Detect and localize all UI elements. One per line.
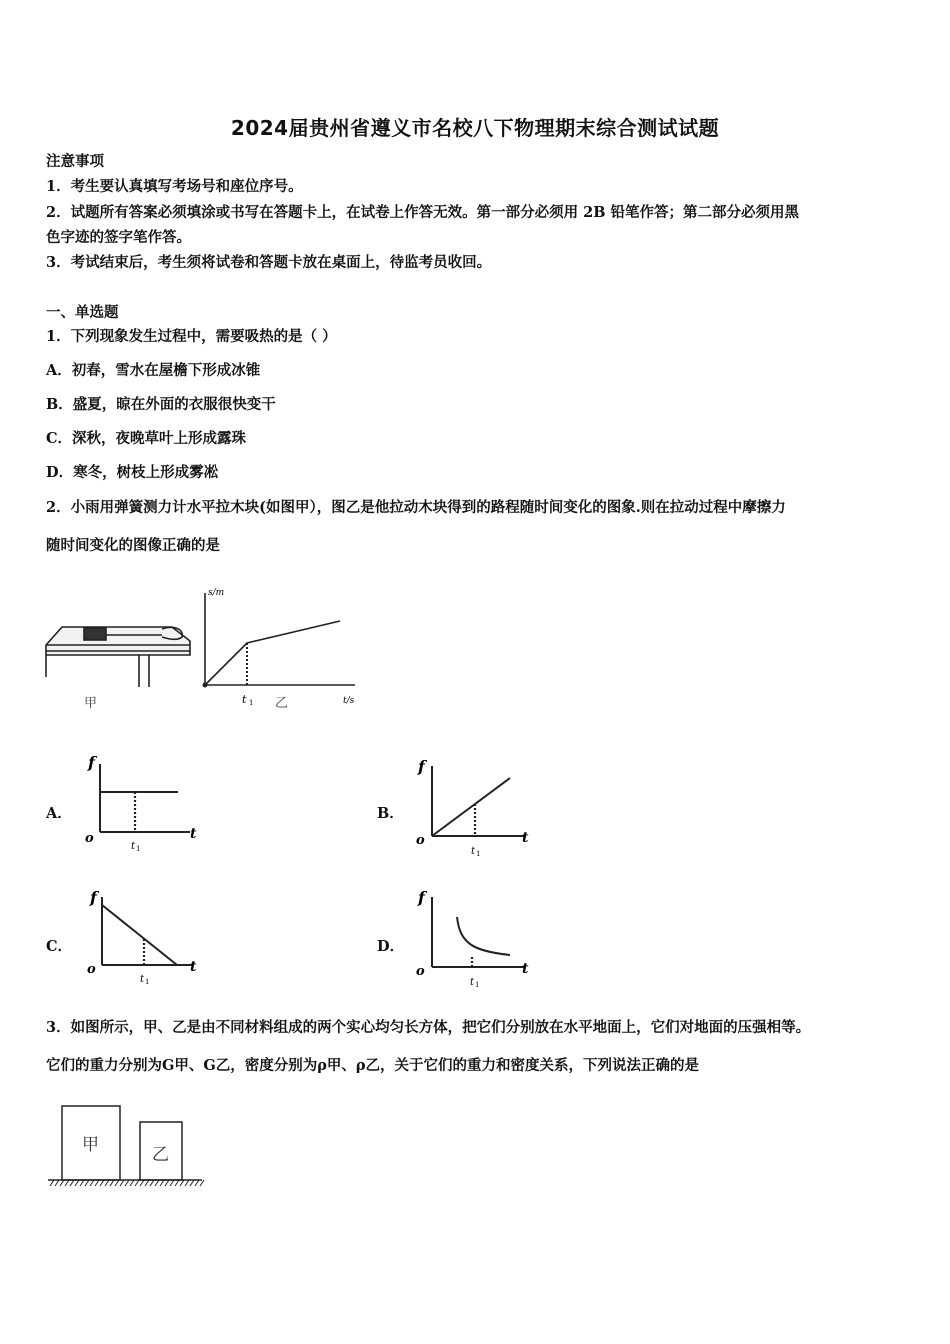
figure-yi-t1-sub: 1 [249, 699, 254, 707]
q2-graph-a-t1-sub: 1 [136, 845, 141, 853]
ground-hatch-mark [55, 1180, 59, 1186]
q3-stem-line1: 3．如图所示，甲、乙是由不同材料组成的两个实心均匀长方体，把它们分别放在水平地面上，它们对地面的压强相等。 [46, 1019, 811, 1036]
q2-graph-c-t1: t [140, 974, 145, 985]
ground-hatch-mark [65, 1180, 69, 1186]
ground-hatch-mark [105, 1180, 109, 1186]
q2-graph-b-t1-sub: 1 [476, 850, 481, 858]
q1-option-d: D．寒冬，树枝上形成雾凇 [46, 464, 219, 481]
q3-figure [44, 1100, 209, 1195]
q1-stem: 1．下列现象发生过程中，需要吸热的是（ ） [46, 328, 337, 345]
ground-hatch-mark [165, 1180, 169, 1186]
figure-yi-t1: t [242, 693, 247, 706]
ground-hatch-mark [140, 1180, 144, 1186]
ground-hatch-mark [185, 1180, 189, 1186]
figure-yi-xlabel: t/s [343, 696, 355, 706]
q2-graph-b [412, 752, 537, 860]
q2-graph-d-o: o [416, 964, 425, 979]
ground-hatch-mark [130, 1180, 134, 1186]
ground-hatch-mark [70, 1180, 74, 1186]
ground-hatch-mark [125, 1180, 129, 1186]
figure-yi [195, 585, 365, 715]
q2-graph-d-f: f [418, 888, 425, 907]
q2-stem-line2: 随时间变化的图像正确的是 [46, 537, 220, 554]
q2-graph-d-t: t [522, 961, 529, 977]
figure-yi-label: 乙 [275, 696, 289, 711]
ground-hatch-mark [120, 1180, 124, 1186]
q2-stem-line1: 2．小雨用弹簧测力计水平拉木块(如图甲），图乙是他拉动木块得到的路程随时间变化的图象.则在拉动过程中摩擦力 [46, 499, 786, 516]
ground-hatch-mark [80, 1180, 84, 1186]
q1-option-b: B．盛夏，晾在外面的衣服很快变干 [46, 396, 276, 413]
q3-ground-hatch [50, 1180, 204, 1186]
q2-graph-d-t1: t [470, 977, 475, 988]
q2-graph-b-t1: t [471, 846, 476, 857]
q2-graph-c-t1-sub: 1 [145, 978, 150, 986]
q2-graph-c-t: t [190, 959, 197, 975]
q2-graph-c-o: o [87, 962, 96, 977]
figure-yi-origin-dot [203, 683, 208, 688]
q2-graph-a-t1: t [131, 841, 136, 852]
ground-hatch-mark [95, 1180, 99, 1186]
ground-hatch-mark [90, 1180, 94, 1186]
q1-option-c: C．深秋，夜晚草叶上形成露珠 [46, 430, 247, 447]
q2-option-a-label: A． [46, 805, 72, 822]
ground-hatch-mark [60, 1180, 64, 1186]
q2-graph-a-o: o [85, 831, 94, 846]
notice-item-1: 1．考生要认真填写考场号和座位序号。 [46, 178, 303, 195]
q2-graph-b-o: o [416, 833, 425, 848]
figure-jia-label: 甲 [84, 696, 98, 711]
ground-hatch-mark [85, 1180, 89, 1186]
q2-graph-a-t: t [190, 826, 197, 842]
ground-hatch-mark [115, 1180, 119, 1186]
q2-graph-c-f: f [90, 888, 97, 907]
section-title: 一、单选题 [46, 304, 119, 321]
ground-hatch-mark [50, 1180, 54, 1186]
q3-block-jia-label: 甲 [82, 1135, 99, 1155]
notice-item-2-cont: 色字迹的签字笔作答。 [46, 229, 191, 246]
ground-hatch-mark [135, 1180, 139, 1186]
ground-hatch-mark [75, 1180, 79, 1186]
q2-graph-d-t1-sub: 1 [475, 981, 480, 989]
q3-stem-line2: 它们的重力分别为G甲、G乙，密度分别为ρ甲、ρ乙，关于它们的重力和密度关系，下列说法正确的是 [46, 1057, 700, 1074]
page-title: 2024届贵州省遵义市名校八下物理期末综合测试试题 [230, 116, 720, 140]
notice-item-2: 2．试题所有答案必须填涂或书写在答题卡上，在试卷上作答无效。第一部分必须用 2B 铅笔作答；第二部分必须用黑 [46, 204, 800, 221]
q2-graph-b-t: t [522, 830, 529, 846]
ground-hatch-mark [145, 1180, 149, 1186]
ground-hatch-mark [200, 1180, 204, 1186]
q2-option-b-label: B． [377, 805, 404, 822]
q2-graph-c [82, 885, 202, 990]
q2-graph-a [80, 752, 200, 857]
ground-hatch-mark [150, 1180, 154, 1186]
ground-hatch-mark [160, 1180, 164, 1186]
ground-hatch-mark [195, 1180, 199, 1186]
q2-option-c-label: C． [46, 938, 73, 955]
ground-hatch-mark [175, 1180, 179, 1186]
figure-yi-ylabel: s/m [208, 588, 225, 598]
ground-hatch-mark [155, 1180, 159, 1186]
notice-item-3: 3．考试结束后，考生须将试卷和答题卡放在桌面上，待监考员收回。 [46, 254, 492, 271]
notice-heading: 注意事项 [46, 153, 104, 170]
q2-graph-d [412, 885, 537, 993]
figure-jia [44, 615, 194, 715]
q2-graph-b-f: f [418, 757, 425, 776]
ground-hatch-mark [190, 1180, 194, 1186]
ground-hatch-mark [180, 1180, 184, 1186]
q2-graph-a-f: f [88, 753, 95, 772]
q3-block-yi-label: 乙 [152, 1145, 169, 1165]
ground-hatch-mark [100, 1180, 104, 1186]
ground-hatch-mark [110, 1180, 114, 1186]
q1-option-a: A．初春，雪水在屋檐下形成冰锥 [46, 362, 261, 379]
ground-hatch-mark [170, 1180, 174, 1186]
q2-option-d-label: D． [377, 938, 405, 955]
